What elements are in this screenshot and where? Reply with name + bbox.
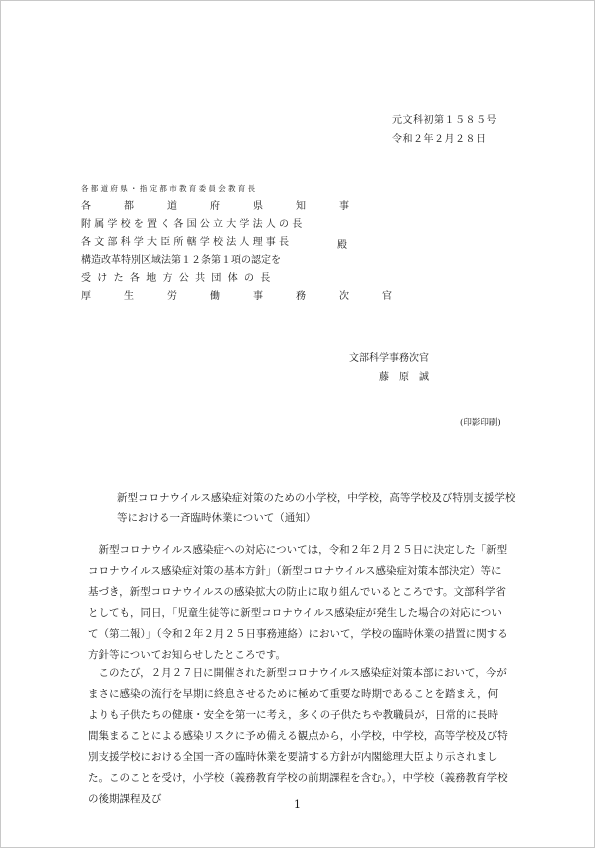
subject [117, 488, 515, 528]
subject-line: 等における一斉臨時休業について（通知） [117, 512, 317, 524]
addressee-line: 各都道府県・指定都市教育委員会教育長 [81, 184, 258, 193]
addressee-line: 各文部科学大臣所轄学校法人理事長 [81, 237, 293, 248]
addressee-line: 構造改革特別区域法第１２条第１項の認定を [81, 255, 281, 266]
addressee-line: 各都道府県知事 [81, 201, 382, 212]
addressee-list [81, 180, 425, 306]
reference-block [392, 111, 497, 149]
body-paragraph: このたび，２月２７日に開催された新型コロナウイルス感染症対策本部において，今がまさに感染の流行を早期に終息させるために極めて重要な時期であることを踏まえ，何よりも子供たちの健康・安全を第一に考え，多くの子供たちや教職員が，日常的に長時間集まることによる感染リスクに予め備える観点から，小学校，中学校，高等学校及び特別支援学校における全国一斉の臨時休業を要請する方針が内閣総理大臣より示されました。このことを受け，小学校（義務教育学校の前期課程を含む。），中学校（義務教育学校の後期課程及び [88, 667, 508, 805]
body-paragraph: 新型コロナウイルス感染症への対応については，令和２年２月２５日に決定した「新型コロナウイルス感染症対策の基本方針」（新型コロナウイルス感染症対策本部決定）等に基づき，新型コロナウイルスの感染拡大の防止に取り組んでいるところです。文部科学省としても，同日，「児童生徒等に新型コロナウイルス感染症が発生した場合の対応について（第二報）」（令和２年２月２５日事務連絡）において，学校の臨時休業の措置に関する方針等についてお知らせしたところです。 [88, 544, 508, 661]
seal-note: (印影印刷) [460, 418, 501, 428]
page-number: 1 [294, 798, 301, 811]
sender-name: 藤原誠 [379, 372, 439, 383]
sender-block [349, 349, 439, 387]
addressee-line: 附属学校を置く各国公立大学法人の長 [81, 219, 306, 230]
reference-number: 元文科初第１５８５号 [392, 115, 497, 126]
document-date: 令和２年２月２８日 [392, 134, 487, 145]
subject-line: 新型コロナウイルス感染症対策のための小学校，中学校，高等学校及び特別支援学校 [117, 492, 516, 504]
sender-title: 文部科学事務次官 [349, 353, 429, 364]
addressee-line: 厚生労働事務次官 [81, 291, 425, 302]
honorific: 殿 [337, 240, 347, 251]
addressee-line: 受けた各地方公共団体の長 [81, 273, 277, 284]
